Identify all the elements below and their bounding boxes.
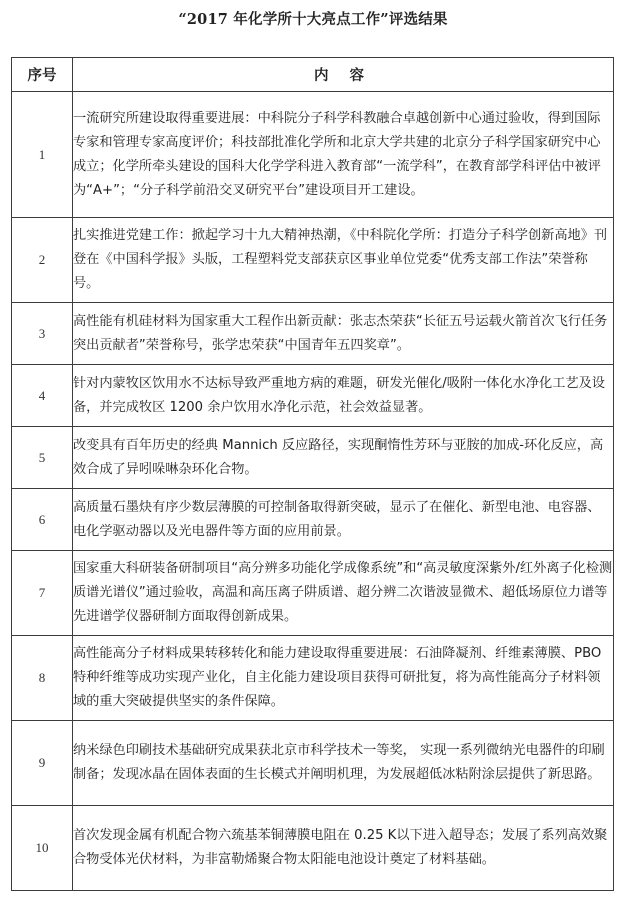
table-row [12, 636, 614, 721]
row-index: 10 [12, 806, 73, 891]
row-index: 2 [12, 218, 73, 303]
table-row [12, 303, 614, 365]
row-content: 高性能有机硅材料为国家重大工程作出新贡献：张志杰荣获“长征五号运载火箭首次飞行任务突出贡献者”荣誉称号，张学忠荣获“中国青年五四奖章”。 [73, 303, 614, 365]
row-index: 9 [12, 721, 73, 806]
table-row [12, 218, 614, 303]
row-content: 国家重大科研装备研制项目“高分辨多功能化学成像系统”和“高灵敏度深紫外/红外离子化检测质谱光谱仪”通过验收，高温和高压离子阱质谱、超分辨二次谐波显微术、超低场原位力谱等先进谱学仪器研制方面取得创新成果。 [73, 551, 614, 636]
row-index: 1 [12, 92, 73, 218]
row-content: 首次发现金属有机配合物六巯基苯铜薄膜电阻在 0.25 K以下进入超导态；发展了系列高效聚合物受体光伏材料，为非富勒烯聚合物太阳能电池设计奠定了材料基础。 [73, 806, 614, 891]
row-content: 针对内蒙牧区饮用水不达标导致严重地方病的难题，研发光催化/吸附一体化水净化工艺及设备，并完成牧区 1200 余户饮用水净化示范，社会效益显著。 [73, 365, 614, 427]
row-content: 扎实推进党建工作：掀起学习十九大精神热潮，《中科院化学所：打造分子科学创新高地》刊登在《中国科学报》头版，工程塑料党支部获京区事业单位党委“优秀支部工作法”荣誉称号。 [73, 218, 614, 303]
table-row [12, 806, 614, 891]
row-index: 3 [12, 303, 73, 365]
header-content: 内 容 [73, 58, 614, 92]
row-content: 高性能高分子材料成果转移转化和能力建设取得重要进展：石油降凝剂、纤维素薄膜、PBO 特种纤维等成功实现产业化，自主化能力建设项目获得可研批复，将为高性能高分子材料领域的重大突破提供坚实的条件保障。 [73, 636, 614, 721]
table-row [12, 427, 614, 489]
row-index: 8 [12, 636, 73, 721]
header-index: 序号 [12, 58, 73, 92]
row-index: 5 [12, 427, 73, 489]
row-content: 高质量石墨炔有序少数层薄膜的可控制备取得新突破，显示了在催化、新型电池、电容器、电化学驱动器以及光电器件等方面的应用前景。 [73, 489, 614, 551]
row-index: 4 [12, 365, 73, 427]
table-row [12, 721, 614, 806]
table-row [12, 92, 614, 218]
row-index: 6 [12, 489, 73, 551]
table-row [12, 365, 614, 427]
row-index: 7 [12, 551, 73, 636]
row-content: 一流研究所建设取得重要进展：中科院分子科学科教融合卓越创新中心通过验收，得到国际专家和管理专家高度评价；科技部批准化学所和北京大学共建的北京分子科学国家研究中心成立；化学所牵头建设的国科大化学学科进入教育部“一流学科”，在教育部学科评估中被评为“A+”；“分子科学前沿交叉研究平台”建设项目开工建设。 [73, 92, 614, 218]
row-content: 改变具有百年历史的经典 Mannich 反应路径，实现酮惰性芳环与亚胺的加成-环化反应，高效合成了异吲哚啉杂环化合物。 [73, 427, 614, 489]
page-title: “2017 年化学所十大亮点工作”评选结果 [178, 11, 448, 28]
row-content: 纳米绿色印刷技术基础研究成果获北京市科学技术一等奖， 实现一系列微纳光电器件的印刷制备；发现冰晶在固体表面的生长模式并阐明机理，为发展超低冰粘附涂层提供了新思路。 [73, 721, 614, 806]
table-header-row [12, 58, 614, 92]
table-row [12, 551, 614, 636]
table-row [12, 489, 614, 551]
results-table [11, 57, 614, 891]
